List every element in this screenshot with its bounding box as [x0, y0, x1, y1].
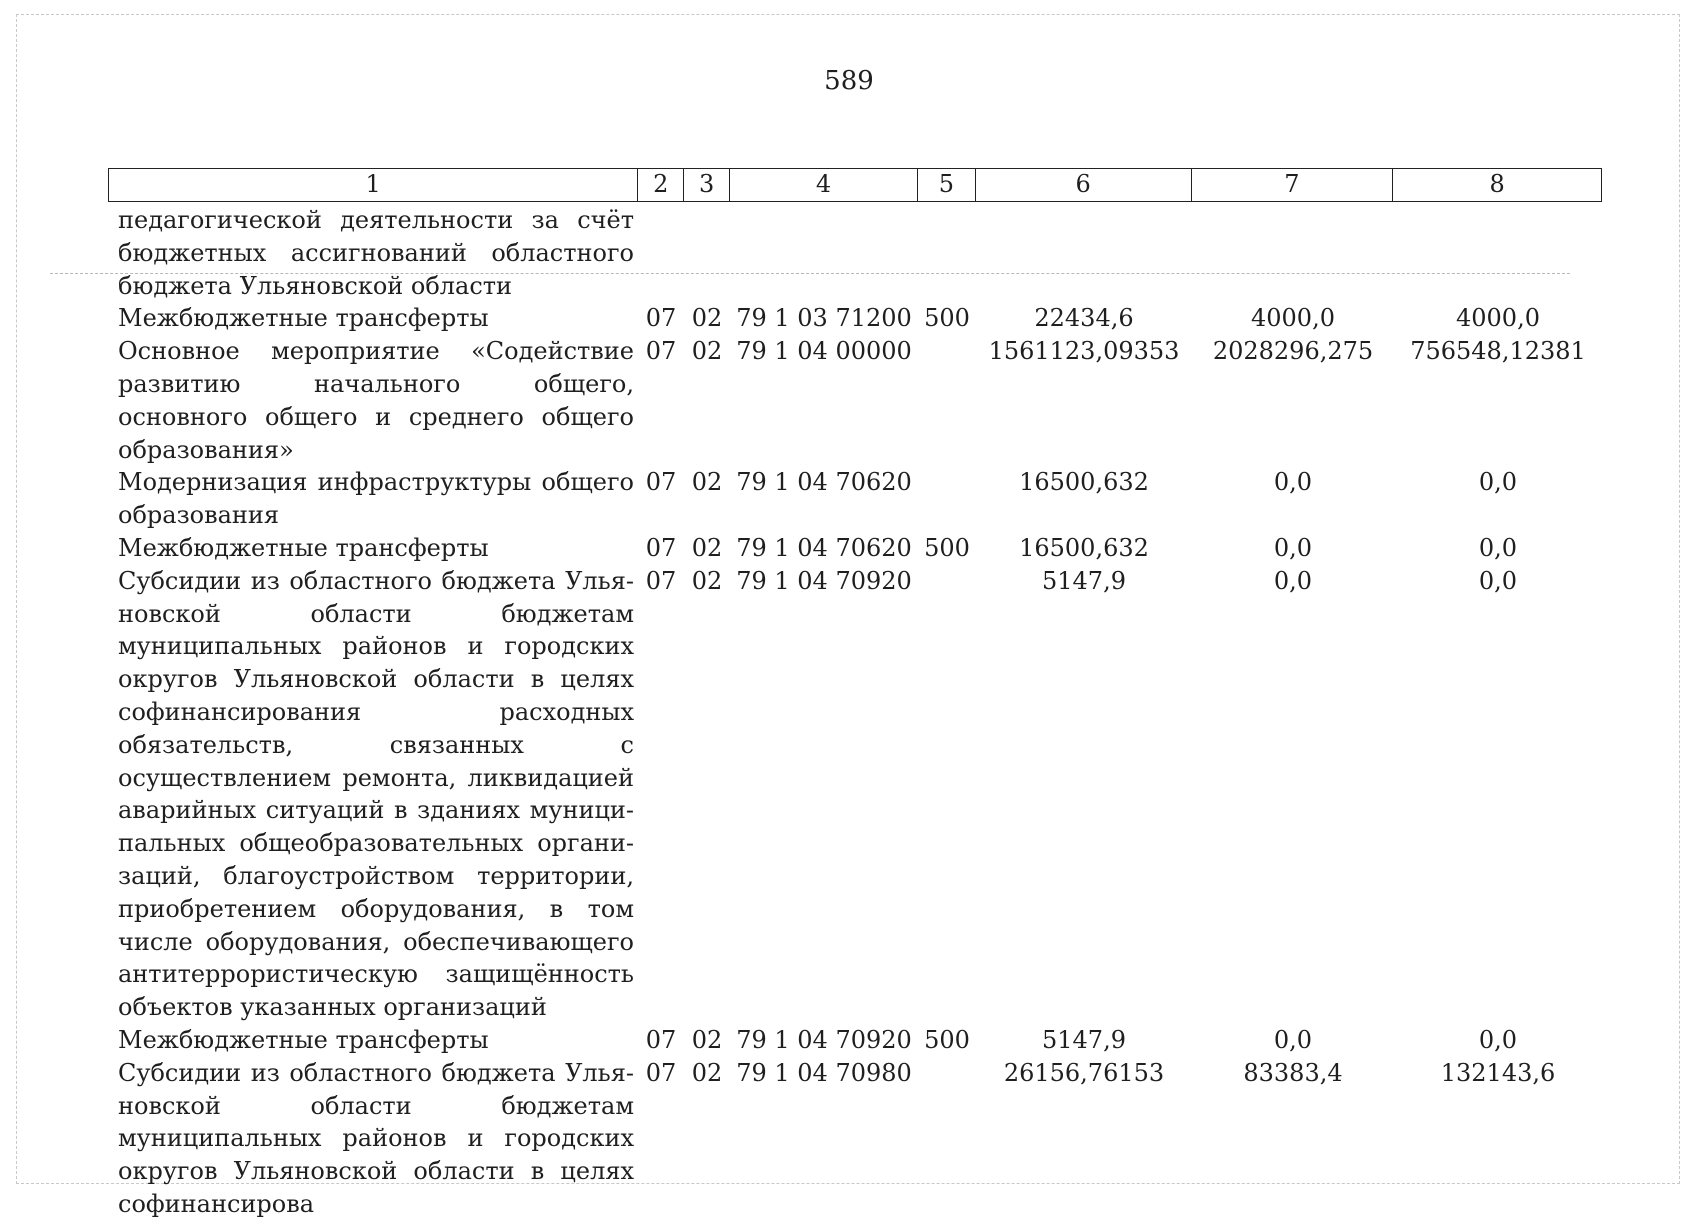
row-amount-6: 26156,76153: [1003, 1058, 1165, 1087]
row-name: Межбюджетные трансферты: [118, 1025, 489, 1054]
row-amount-6: 5147,9: [1042, 566, 1126, 595]
row-amount-8: 4000,0: [1456, 304, 1540, 333]
row-name: Модернизация инфраструктуры общего образования: [118, 468, 634, 530]
row-subsection: 02: [691, 1025, 723, 1054]
table-row: [108, 302, 1602, 335]
row-target-code: 79 1 03 71200: [736, 304, 912, 333]
row-amount-7: 2028296,275: [1212, 337, 1374, 366]
row-target-code: 79 1 04 70980: [736, 1058, 912, 1087]
row-amount-8: 0,0: [1478, 468, 1518, 497]
row-expense-type: 500: [924, 1025, 970, 1054]
table-body: [108, 204, 1602, 1221]
table-header: [108, 168, 1602, 202]
table-row: [108, 466, 1602, 532]
row-section: 07: [645, 468, 677, 497]
row-section: 07: [645, 1025, 677, 1054]
row-target-code: 79 1 04 00000: [736, 337, 912, 366]
table-row: [108, 565, 1602, 1024]
header-col-8: 8: [1489, 170, 1505, 198]
page-number: 589: [824, 66, 874, 96]
row-subsection: 02: [691, 566, 723, 595]
row-amount-8: 0,0: [1478, 566, 1518, 595]
row-subsection: 02: [691, 468, 723, 497]
row-subsection: 02: [691, 337, 723, 366]
row-name: Субсидии из областного бюджета Ульяновской области бюджетам муниципальных районов и городских округов Ульяновской области в целях софинансирова: [118, 1058, 634, 1218]
row-amount-7: 0,0: [1273, 468, 1313, 497]
row-amount-8: 0,0: [1478, 533, 1518, 562]
header-col-1: 1: [109, 169, 638, 201]
row-name: Межбюджетные трансферты: [118, 304, 489, 333]
row-amount-8: 0,0: [1478, 1025, 1518, 1054]
row-name: Субсидии из областного бюджета Ульяновской области бюджетам муниципальных районов и городских округов Ульяновской области в целях софинансирования расходных обязательств, связанных с осуществлением ремонта, ликвидацией аварийных ситуаций в зданиях муниципальных общеобразовательных организаций, благоустройством территории, приобретением оборудования, в том числе оборудования, обеспечивающего антитеррористическую защищённость объектов указанных организаций: [118, 566, 634, 1022]
table-row: [108, 335, 1602, 466]
row-expense-type: 500: [924, 304, 970, 333]
row-amount-7: 4000,0: [1251, 304, 1335, 333]
row-amount-7: 0,0: [1273, 533, 1313, 562]
row-target-code: 79 1 04 70920: [736, 1025, 912, 1054]
header-col-2: 2: [638, 169, 684, 201]
row-expense-type: 500: [924, 533, 970, 562]
row-section: 07: [645, 304, 677, 333]
row-amount-6: 5147,9: [1042, 1025, 1126, 1054]
row-amount-6: 22434,6: [1034, 304, 1134, 333]
row-amount-8: 756548,12381: [1410, 337, 1586, 366]
row-amount-6: 1561123,09353: [988, 337, 1180, 366]
table-row: [108, 1024, 1602, 1057]
header-col-4: 4: [730, 169, 918, 201]
header-col-6: 6: [976, 169, 1192, 201]
header-col-5: 5: [918, 169, 976, 201]
row-section: 07: [645, 337, 677, 366]
row-amount-8: 132143,6: [1440, 1058, 1556, 1087]
row-section: 07: [645, 533, 677, 562]
row-amount-7: 83383,4: [1243, 1058, 1343, 1087]
row-target-code: 79 1 04 70620: [736, 533, 912, 562]
row-amount-7: 0,0: [1273, 566, 1313, 595]
table-row: [108, 532, 1602, 565]
row-section: 07: [645, 566, 677, 595]
row-amount-6: 16500,632: [1019, 533, 1149, 562]
row-amount-7: 0,0: [1273, 1025, 1313, 1054]
row-subsection: 02: [691, 304, 723, 333]
row-name: Межбюджетные трансферты: [118, 533, 489, 562]
row-target-code: 79 1 04 70920: [736, 566, 912, 595]
row-amount-6: 16500,632: [1019, 468, 1149, 497]
row-target-code: 79 1 04 70620: [736, 468, 912, 497]
table-row: [108, 204, 1602, 302]
header-col-3: 3: [684, 169, 730, 201]
row-subsection: 02: [691, 533, 723, 562]
table-row: [108, 1057, 1602, 1221]
row-name: Основное мероприятие «Содействие развитию начального общего, основного общего и среднего общего образования»: [118, 337, 634, 464]
header-col-7: 7: [1192, 169, 1394, 201]
row-subsection: 02: [691, 1058, 723, 1087]
row-section: 07: [645, 1058, 677, 1087]
row-name: педагогической деятельности за счёт бюджетных ассигнований областного бюджета Ульяновской области: [118, 206, 634, 300]
